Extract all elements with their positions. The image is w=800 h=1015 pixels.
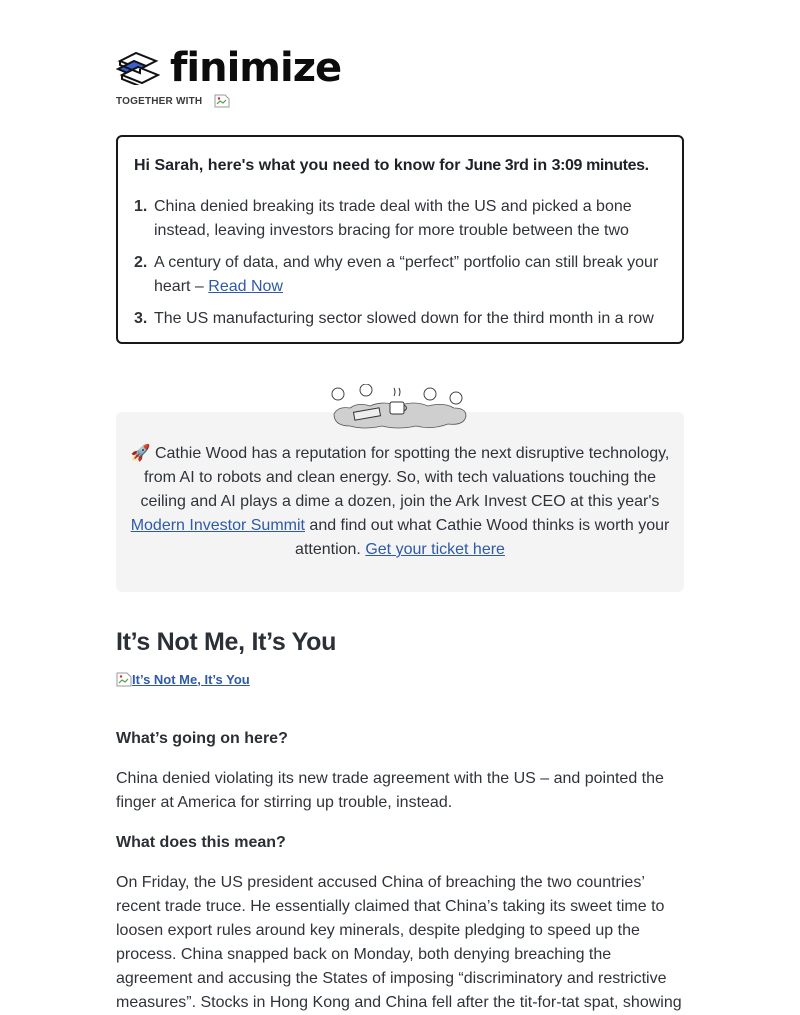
sponsor-panel xyxy=(116,412,684,592)
summary-duration: 3:09 minutes xyxy=(551,157,645,174)
get-ticket-link[interactable]: Get your ticket here xyxy=(365,541,505,558)
summary-greeting xyxy=(134,157,649,175)
broken-image-icon[interactable] xyxy=(214,94,230,108)
finimize-logo-icon xyxy=(116,51,160,85)
list-item xyxy=(134,251,674,299)
coffee-chat-doodle-icon xyxy=(328,384,472,432)
article-paragraph: China denied violating its new trade agreement with the US – and pointed the finger at America for stirring up trouble, instead. xyxy=(116,770,664,811)
greeting-period: . xyxy=(644,157,650,174)
article-title: It’s Not Me, It’s You xyxy=(116,628,337,656)
summary-date: June 3rd xyxy=(464,157,529,174)
read-now-link[interactable]: Read Now xyxy=(208,278,283,295)
rocket-icon: 🚀 xyxy=(130,445,151,462)
sponsor-text-part2: and find out what Cathie Wood thinks is worth your attention. xyxy=(295,517,670,558)
list-item-number: 3. xyxy=(134,310,148,327)
article-image-alt-link[interactable]: It’s Not Me, It’s You xyxy=(132,671,250,687)
brand-wordmark: finimize xyxy=(170,45,342,91)
article-paragraph: On Friday, the US president accused China of breaching the two countries’ recent trade truce. He essentially claimed that China’s taking its sweet time to loosen export rules around key minerals, despite pledging to speed up the process. China snapped back on Monday, both denying breaching the agreement and accusing the States of imposing “discriminatory and restrictive measures”. Stocks in Hong Kong and China fell after the tit-for-tat spat, showing xyxy=(116,874,682,1011)
article-image[interactable] xyxy=(116,671,250,687)
summary-list xyxy=(134,195,674,339)
list-item-number: 2. xyxy=(134,254,148,271)
list-item-text: The US manufacturing sector slowed down for the third month in a row xyxy=(154,310,654,327)
section-heading: What does this mean? xyxy=(116,834,286,851)
together-with-label: TOGETHER WITH xyxy=(116,95,203,107)
greeting-in: in xyxy=(528,157,552,174)
modern-investor-summit-link[interactable]: Modern Investor Summit xyxy=(130,517,305,534)
sponsor-text xyxy=(124,442,676,562)
list-item-text: China denied breaking its trade deal with the US and picked a bone instead, leaving investors bracing for more trouble between the two xyxy=(154,198,632,239)
greeting-text: Hi Sarah, here's what you need to know for xyxy=(134,157,465,174)
partner-line xyxy=(116,94,230,108)
section-heading: What’s going on here? xyxy=(116,730,288,747)
list-item-number: 1. xyxy=(134,198,148,215)
list-item xyxy=(134,307,674,331)
broken-image-icon xyxy=(116,671,132,687)
list-item xyxy=(134,195,674,243)
list-item-text xyxy=(154,251,674,299)
daily-summary-box xyxy=(116,135,684,344)
brand-header xyxy=(116,45,342,91)
list-item-text-body: A century of data, and why even a “perfect” portfolio can still break your heart – xyxy=(154,254,659,295)
sponsor-text-part1: Cathie Wood has a reputation for spotting the next disruptive technology, from AI to robots and clean energy. So, with tech valuations touching the ceiling and AI plays a dime a dozen, join the Ark Invest CEO at this year's xyxy=(140,445,670,510)
